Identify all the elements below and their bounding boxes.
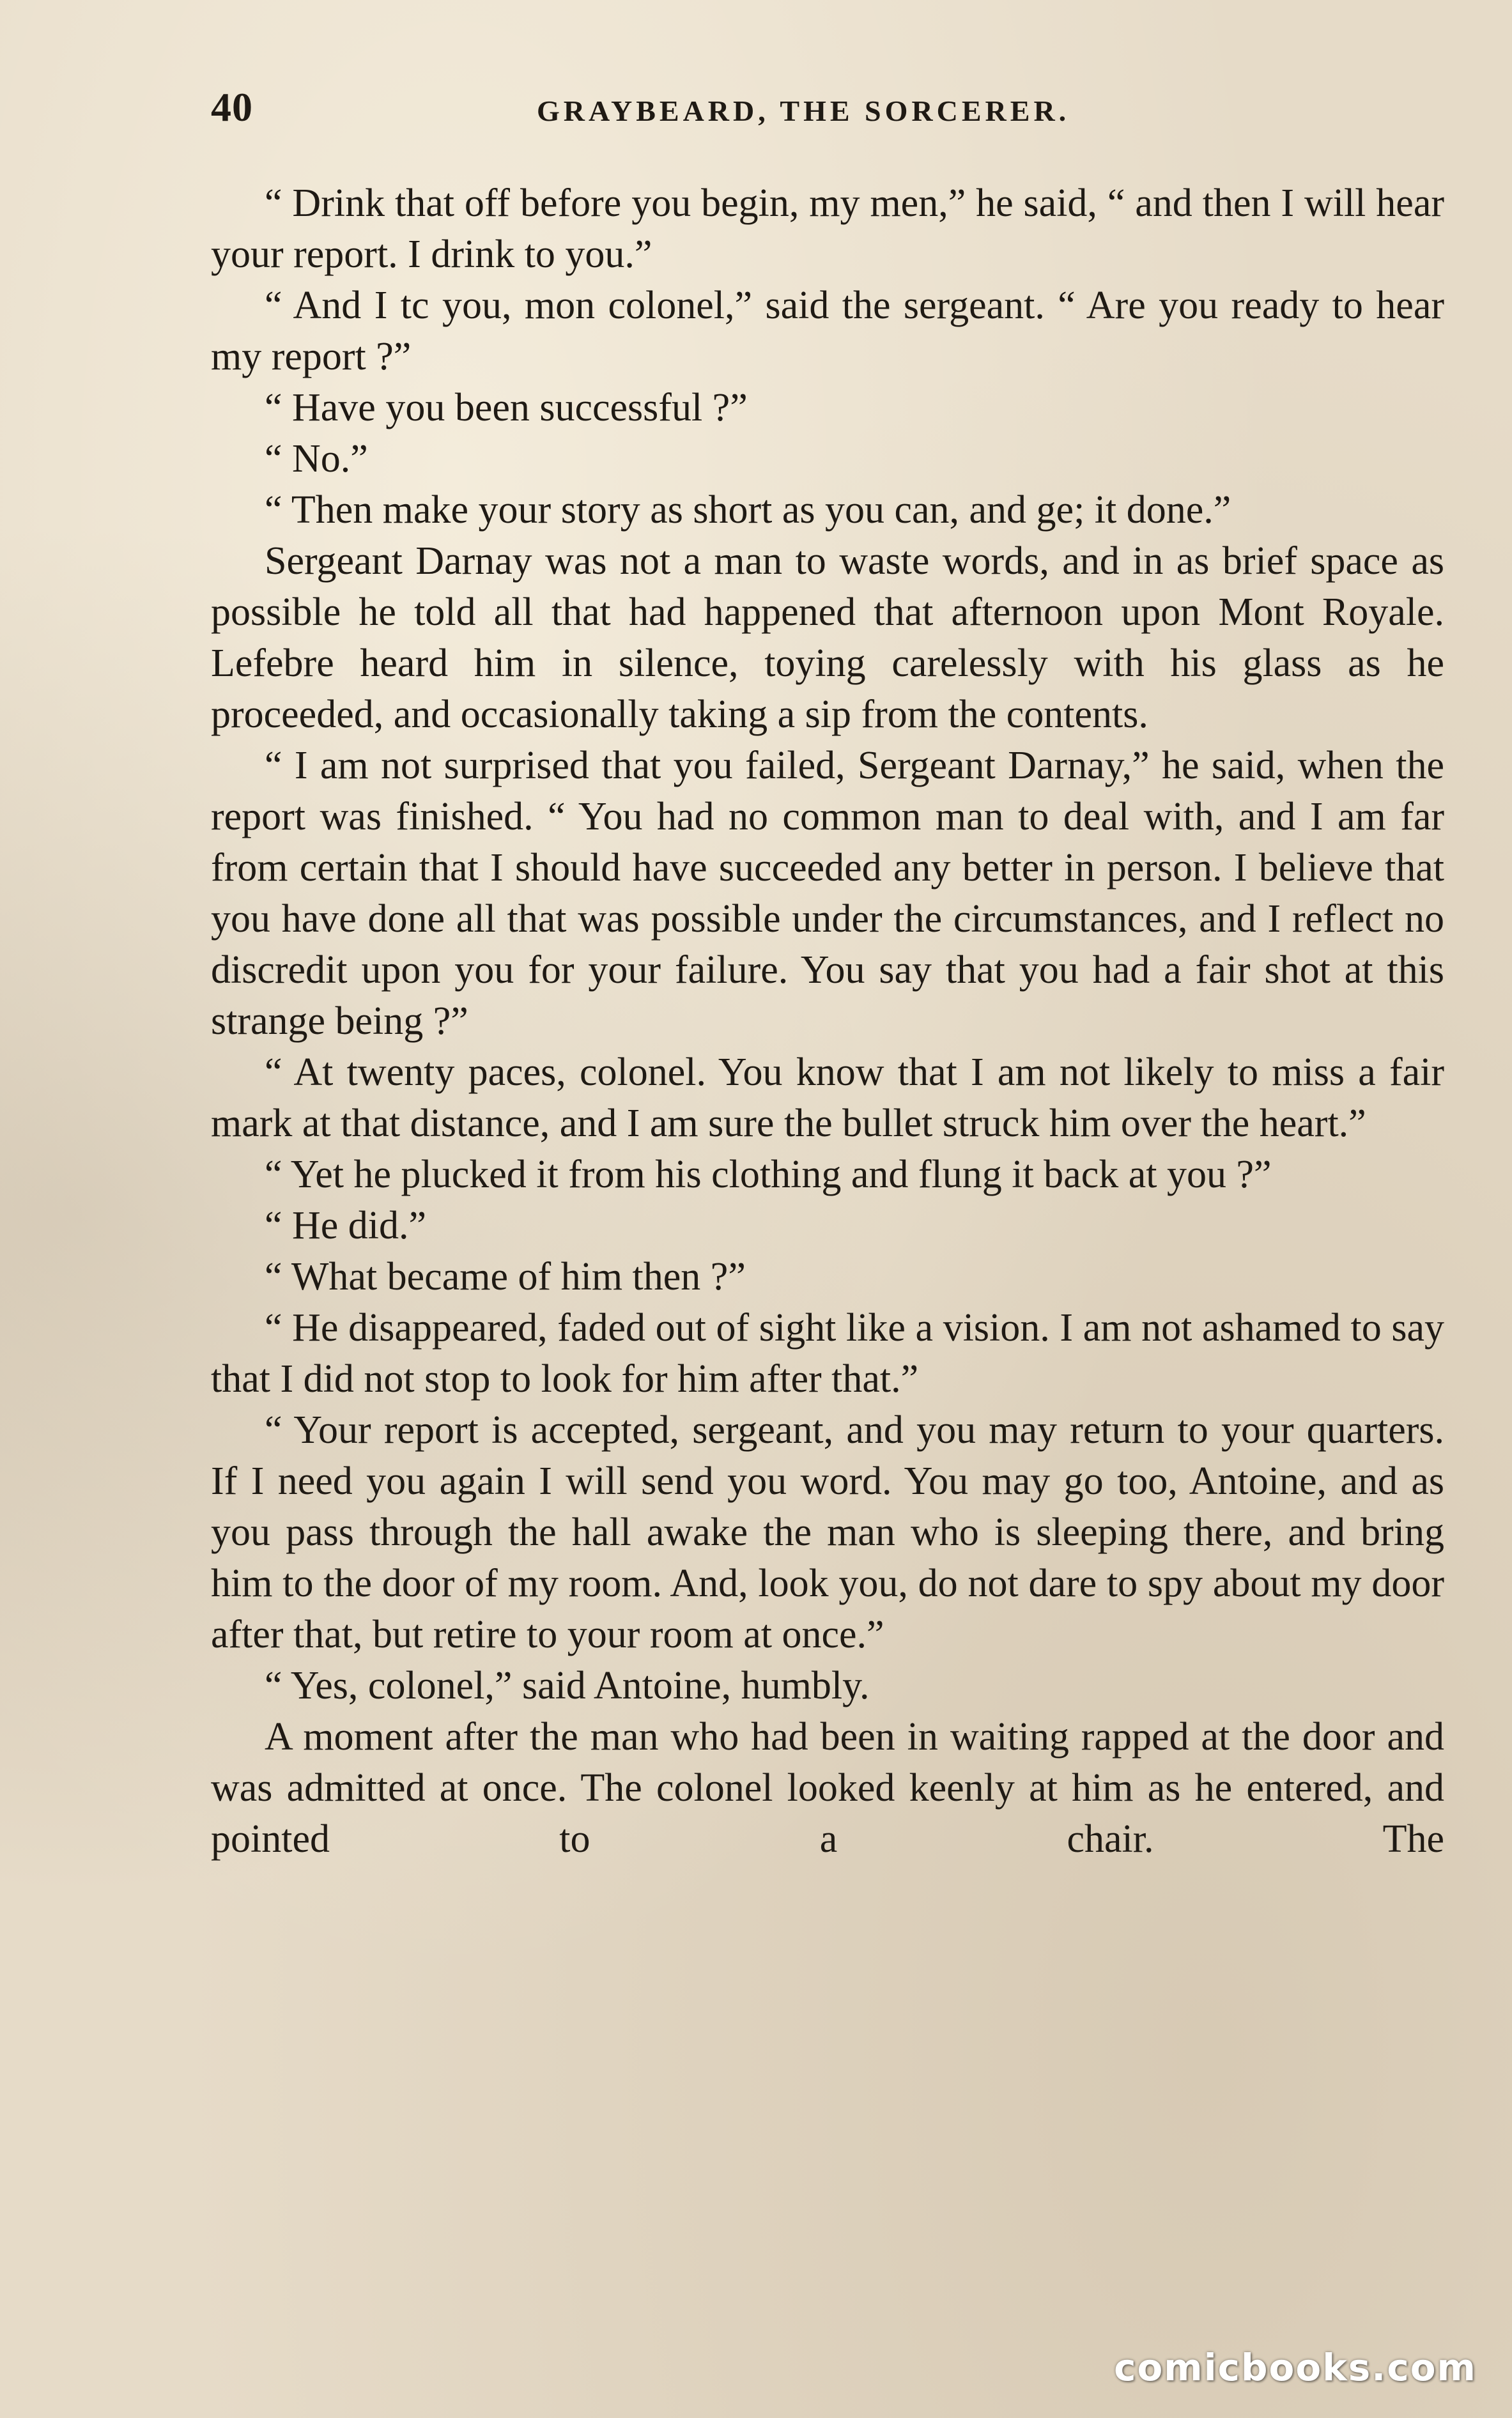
paragraph: “ He disappeared, faded out of sight like a vision. I am not ashamed to say that I did not stop to look for him after that.” [211,1306,1444,1401]
paragraph: “ Your report is accepted, sergeant, and you may return to your quarters. If I need you again I will send you word. You may go too, Antoine, and as you pass through the hall awake the man who is sleeping there, and bring him to the door of my room. And, look you, do not dare to spy about my door after that, but retire to your room at once.” [211,1408,1444,1656]
paragraph: “ Have you been successful ?” [265,386,748,429]
paragraph: “ I am not surprised that you failed, Sergeant Darnay,” he said, when the report was finished. “ You had no common man to deal with, and I am far from certain that I should have succeeded any better in person. I believe that you have done all that was possible under the circumstances, and I reflect no discredit upon you for your failure. You say that you had a fair shot at this strange being ?” [211,744,1444,1043]
running-head [211,82,1444,133]
paragraph: Sergeant Darnay was not a man to waste words, and in as brief space as possible he told all that had happened that afternoon upon Mont Royale. Lefebre heard him in silence, toying carelessly with his glass as he proceeded, and occasionally taking a sip from the contents. [211,539,1444,736]
paragraph: “ He did.” [265,1204,427,1247]
paragraph: “ What became of him then ?” [265,1255,746,1298]
running-title: GRAYBEARD, THE SORCERER. [537,95,1070,127]
paragraph: “ And I tc you, mon colonel,” said the sergeant. “ Are you ready to hear my report ?” [211,284,1444,378]
paragraph: “ Then make your story as short as you can, and ge; it done.” [265,488,1231,532]
paragraph: “ At twenty paces, colonel. You know that I am not likely to miss a fair mark at that distance, and I am sure the bullet struck him over the heart.” [211,1051,1444,1145]
site-watermark: comicbooks.com [1114,2346,1477,2389]
paragraph: “ Yes, colonel,” said Antoine, humbly. [265,1664,870,1707]
page-number: 40 [211,84,253,130]
paragraph: “ No.” [265,437,368,481]
paragraph: “ Drink that off before you begin, my men,” he said, “ and then I will hear your report. I drink to you.” [211,181,1444,276]
body-text [211,178,1444,1865]
paragraph-continued: A moment after the man who had been in waiting rapped at the door and was admitted at once. The colonel looked keenly at him as he entered, and pointed to a chair. The [211,1715,1444,1861]
paragraph: “ Yet he plucked it from his clothing and flung it back at you ?” [265,1153,1272,1196]
